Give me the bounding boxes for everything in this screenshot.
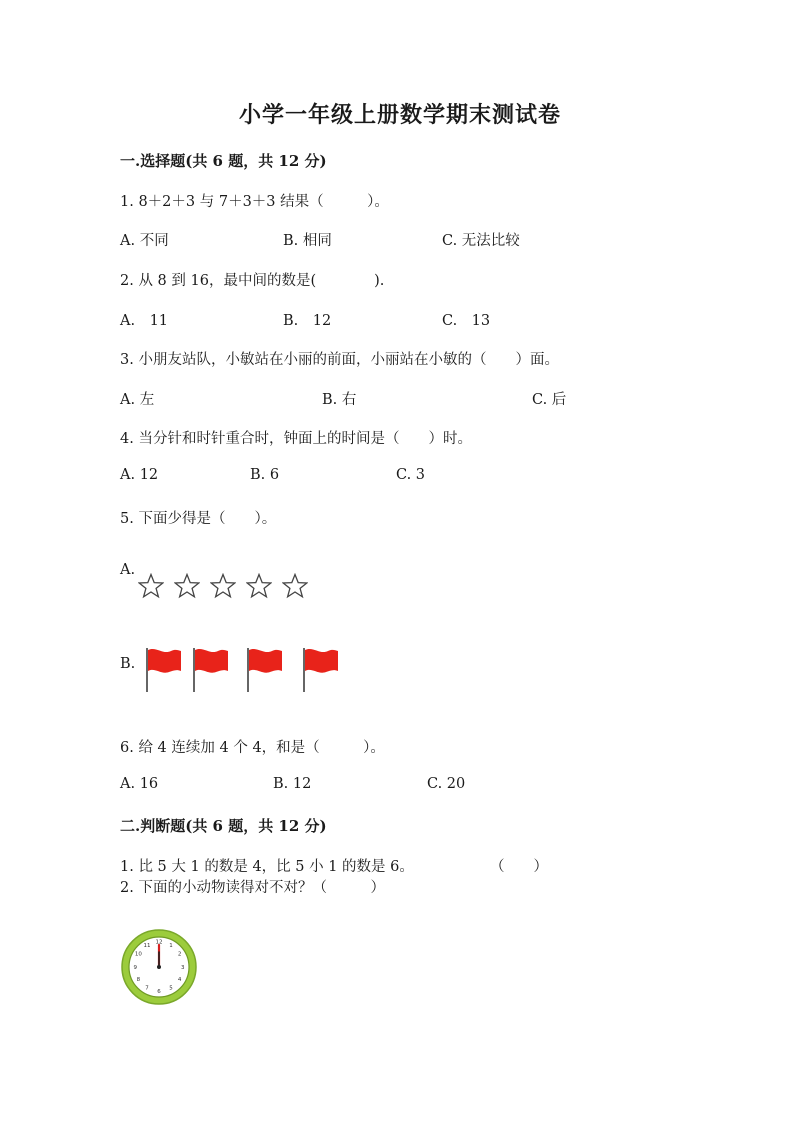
red-flag-icon: [143, 645, 183, 693]
page-title: 小学一年级上册数学期末测试卷: [238, 102, 561, 128]
star-icon: [246, 573, 272, 599]
svg-text:1: 1: [169, 942, 173, 949]
svg-text:8: 8: [136, 977, 141, 983]
q3-option-b[interactable]: B. 右: [322, 392, 357, 408]
q4-option-b[interactable]: B. 6: [250, 467, 280, 483]
q1-option-c[interactable]: C. 无法比较: [442, 233, 520, 249]
q5-flags-row: [143, 645, 340, 693]
q1-option-a[interactable]: A. 不同: [120, 233, 169, 249]
red-flag-icon: [244, 645, 284, 693]
question-2: 2. 从 8 到 16，最中间的数是( ).: [120, 273, 385, 289]
question-3: 3. 小朋友站队，小敏站在小丽的前面，小丽站在小敏的（ ）面。: [120, 352, 559, 368]
section-heading-choice: 一.选择题(共 6 题，共 12 分): [120, 152, 327, 170]
judgement-1: 1. 比 5 大 1 的数是 4，比 5 小 1 的数是 6。: [120, 859, 414, 875]
svg-text:11: 11: [143, 942, 151, 949]
svg-text:5: 5: [169, 985, 173, 992]
red-flag-icon: [300, 645, 340, 693]
svg-text:7: 7: [145, 985, 149, 992]
q6-option-b[interactable]: B. 12: [273, 776, 312, 792]
q4-option-a[interactable]: A. 12: [120, 467, 159, 483]
q5-stars-row: [138, 573, 308, 599]
svg-text:3: 3: [181, 965, 185, 971]
star-icon: [210, 573, 236, 599]
q4-option-c[interactable]: C. 3: [396, 467, 426, 483]
judgement-2: 2. 下面的小动物读得对不对？（ ）: [120, 880, 385, 896]
svg-text:4: 4: [177, 977, 182, 983]
star-icon: [282, 573, 308, 599]
q3-option-a[interactable]: A. 左: [120, 392, 155, 408]
svg-text:12: 12: [155, 939, 163, 946]
question-4: 4. 当分针和时针重合时，钟面上的时间是（ ）时。: [120, 431, 472, 447]
star-icon: [174, 573, 200, 599]
q2-option-b[interactable]: B. 12: [283, 313, 332, 329]
q6-option-c[interactable]: C. 20: [427, 776, 466, 792]
q3-option-c[interactable]: C. 后: [532, 392, 567, 408]
svg-text:6: 6: [157, 989, 161, 995]
svg-text:9: 9: [133, 965, 137, 971]
q6-option-a[interactable]: A. 16: [120, 776, 159, 792]
q2-option-a[interactable]: A. 11: [120, 313, 169, 329]
q1-option-b[interactable]: B. 相同: [283, 233, 332, 249]
q5-option-a[interactable]: A.: [120, 562, 136, 578]
clock-icon: [120, 928, 198, 1010]
section-heading-judgement: 二.判断题(共 6 题，共 12 分): [120, 817, 327, 835]
q5-option-b[interactable]: B.: [120, 656, 136, 672]
svg-text:10: 10: [134, 951, 142, 958]
red-flag-icon: [190, 645, 230, 693]
q2-option-c[interactable]: C. 13: [442, 313, 491, 329]
question-5: 5. 下面少得是（ ）。: [120, 511, 277, 527]
judgement-1-answer-bracket[interactable]: （ ）: [490, 859, 548, 875]
star-icon: [138, 573, 164, 599]
svg-text:2: 2: [177, 951, 182, 958]
question-1: 1. 8＋2＋3 与 7＋3＋3 结果（ ）。: [120, 194, 389, 210]
question-6: 6. 给 4 连续加 4 个 4，和是（ ）。: [120, 740, 385, 756]
